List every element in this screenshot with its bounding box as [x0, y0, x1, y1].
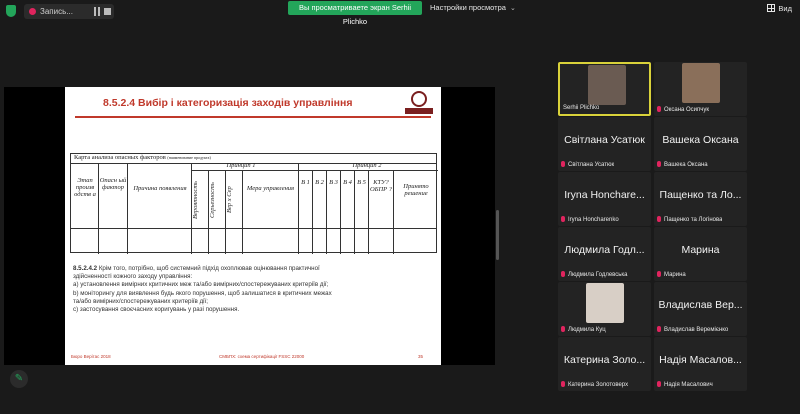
hazard-table — [70, 153, 437, 253]
participant-caption-text: Людмила Куц — [568, 327, 606, 333]
col-hazard: Опасн ый фактор — [99, 177, 127, 191]
participant-tile[interactable] — [558, 117, 651, 171]
participant-caption-text: Пащенко та Логінова — [664, 217, 723, 223]
principle-1-header: Принцип 1 — [226, 162, 256, 169]
share-banner: Вы просматриваете экран Serhii Plichko — [288, 1, 422, 15]
participant-tile[interactable] — [654, 337, 747, 391]
col-q1: В 1 — [301, 179, 310, 186]
participant-caption — [657, 381, 713, 389]
participant-name: Катерина Золо... — [563, 354, 646, 366]
participant-caption-text: Надія Масалович — [664, 382, 713, 388]
shield-icon[interactable] — [6, 5, 16, 17]
col-q5: В 5 — [357, 179, 366, 186]
slide-divider — [75, 116, 431, 118]
col-decision: Принято решение — [403, 183, 429, 197]
shared-screen — [4, 87, 495, 365]
mic-muted-icon — [657, 161, 661, 167]
participant-tile[interactable] — [654, 62, 747, 116]
presentation-slide — [65, 87, 441, 365]
col-q3: В 3 — [329, 179, 338, 186]
participant-video — [588, 65, 626, 105]
col-severity: Серьезность — [209, 182, 216, 218]
participant-caption — [561, 381, 628, 389]
para-number: 8.5.2.4.2 — [73, 265, 98, 272]
participant-video — [682, 63, 720, 103]
participant-name: Пащенко та Ло... — [659, 189, 742, 201]
participant-tile[interactable] — [558, 282, 651, 336]
scrollbar[interactable] — [496, 210, 499, 260]
recording-indicator — [24, 4, 114, 19]
participant-caption — [657, 271, 686, 279]
participant-caption-text: Катерина Золотоверх — [568, 382, 629, 388]
mic-muted-icon — [657, 271, 661, 277]
col-risk: Вер х Сер — [226, 186, 233, 214]
col-stage: Этап произв одств а — [74, 177, 96, 198]
col-measure: Мера управления — [246, 185, 295, 192]
participant-name: Світлана Усатюк — [564, 134, 645, 146]
slide-number: 35 — [417, 354, 423, 359]
participant-tile[interactable] — [558, 337, 651, 391]
footer-mid: СМБПХ: схема сертифікації FSSC 22000 — [219, 354, 305, 359]
participant-tile[interactable] — [654, 117, 747, 171]
hazard-table-title: Карта анализа опасных факторов (наименование продукта) — [74, 154, 211, 161]
slide-title: 8.5.2.4 Вибір і категоризація заходів управління — [103, 97, 353, 109]
mic-muted-icon — [657, 106, 661, 112]
participant-tile[interactable] — [654, 172, 747, 226]
record-dot-icon — [29, 8, 36, 15]
participant-tile[interactable] — [654, 282, 747, 336]
participant-caption-text: Владислав Веремієнко — [664, 327, 729, 333]
top-bar — [0, 0, 800, 26]
participant-caption-text: Iryna Honcharenko — [568, 217, 619, 223]
col-probability: Вероятность — [192, 181, 199, 219]
participant-tile[interactable] — [558, 62, 651, 116]
participant-tile[interactable] — [558, 227, 651, 281]
col-q2: В 2 — [315, 179, 324, 186]
view-mode-button[interactable] — [767, 2, 792, 16]
participant-caption — [657, 106, 709, 114]
participant-caption — [657, 216, 722, 224]
col-ktu: КТУ? ОБПР ? — [369, 179, 393, 193]
participant-name: Вашека Оксана — [662, 134, 739, 146]
participant-caption-text: Світлана Усатюк — [568, 162, 615, 168]
participant-caption — [657, 161, 708, 169]
view-options-label: Настройки просмотра — [430, 3, 506, 12]
bureau-veritas-logo — [405, 91, 433, 115]
participant-caption-text: Людмила Годлевська — [568, 272, 628, 278]
participant-caption-text: Марина — [664, 272, 686, 278]
mic-muted-icon — [561, 271, 565, 277]
participant-name: Владислав Вер... — [658, 299, 743, 311]
mic-muted-icon — [561, 381, 565, 387]
participant-caption — [561, 161, 614, 169]
pencil-icon[interactable]: ✎ — [10, 370, 28, 388]
participant-name: Людмила Годл... — [564, 244, 645, 256]
chevron-down-icon: ⌄ — [509, 5, 516, 12]
grid-icon — [767, 4, 775, 12]
participant-caption-text: Serhii Plichko — [563, 105, 600, 111]
participant-name: Надія Масалов... — [659, 354, 742, 366]
mic-muted-icon — [657, 216, 661, 222]
mic-muted-icon — [561, 216, 565, 222]
participant-caption-text: Оксана Осипчук — [664, 107, 710, 113]
participant-tile[interactable] — [654, 227, 747, 281]
mic-muted-icon — [561, 161, 565, 167]
participant-tile[interactable] — [558, 172, 651, 226]
footer-left: Бюро Верітас 2018 — [71, 354, 111, 359]
col-q4: В 4 — [343, 179, 352, 186]
pause-icon[interactable] — [94, 7, 100, 16]
view-options-button[interactable] — [430, 1, 516, 15]
participant-caption — [561, 216, 619, 224]
participant-video — [586, 283, 624, 323]
participant-name: Марина — [681, 244, 720, 256]
participant-caption — [657, 326, 728, 334]
mic-muted-icon — [561, 326, 565, 332]
participant-caption — [563, 104, 599, 112]
principle-2-header: Принцип 2 — [352, 162, 382, 169]
mic-muted-icon — [657, 326, 661, 332]
participant-caption-text: Вашека Оксана — [664, 162, 708, 168]
participant-caption — [561, 271, 628, 279]
slide-body-text: 8.5.2.4.2 Крім того, потрібно, щоб системний підхід охоплював оцінювання практичної здійсненності кожного заходу управління: а) установлення вимірних критичних меж та/або вимірних/спостережуваних критеріїв дії; b) моніторингу для виявлення будь якого порушення, щоб залишатися в критичних межах та/або вимірних/спостережуваних критеріїв дії; с) застосування своєчасних коригувань у разі порушення. — [73, 265, 332, 314]
participant-caption — [561, 326, 606, 334]
recording-label: Запись... — [40, 7, 73, 16]
stop-icon[interactable] — [104, 8, 111, 15]
col-cause: Причина появления — [133, 185, 187, 192]
mic-muted-icon — [657, 381, 661, 387]
view-mode-label: Вид — [778, 4, 792, 13]
participant-name: Iryna Honchare... — [564, 189, 645, 201]
